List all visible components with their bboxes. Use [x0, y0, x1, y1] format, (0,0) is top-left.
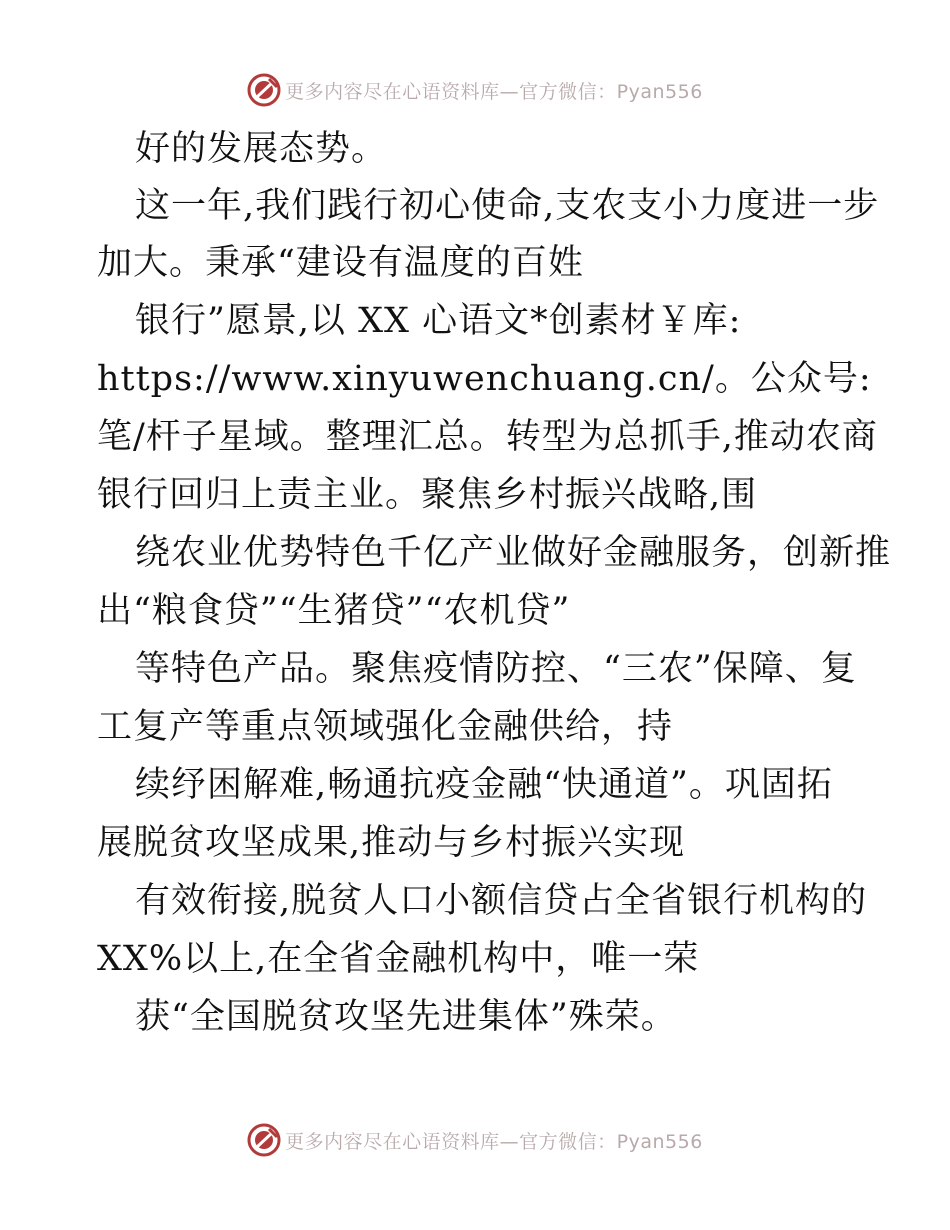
paragraph-line: 加大。秉承“建设有温度的百姓 — [97, 243, 584, 283]
seal-logo-icon — [247, 1123, 281, 1157]
paragraph-line: 等特色产品。聚焦疫情防控、“三农”保障、复 — [135, 649, 857, 689]
paragraph-line: 银行”愿景,以 XX 心语文*创素材￥库: — [135, 301, 742, 341]
footer-banner — [0, 1120, 950, 1160]
paragraph-line: 续纾困解难,畅通抗疫金融“快通道”。巩固拓 — [135, 765, 833, 805]
paragraph-line: https://www.xinyuwenchuang.cn/。公众号: — [97, 359, 872, 399]
header-banner — [0, 70, 950, 110]
paragraph-line: 银行回归上责主业。聚焦乡村振兴战略,围 — [97, 475, 758, 515]
paragraph-line: 有效衔接,脱贫人口小额信贷占全省银行机构的 — [135, 881, 868, 921]
paragraph-line: 展脱贫攻坚成果,推动与乡村振兴实现 — [97, 823, 686, 863]
paragraph-line: XX%以上,在全省金融机构中，唯一荣 — [97, 939, 700, 979]
seal-logo-icon — [247, 73, 281, 107]
paragraph-line: 获“全国脱贫攻坚先进集体”殊荣。 — [135, 997, 677, 1037]
paragraph-line: 笔/杆子星域。整理汇总。转型为总抓手,推动农商 — [97, 417, 878, 457]
header-text: 更多内容尽在心语资料库—官方微信：Pyan556 — [285, 80, 703, 103]
paragraph-line: 这一年,我们践行初心使命,支农支小力度进一步 — [135, 186, 880, 226]
paragraph-line: 绕农业优势特色千亿产业做好金融服务，创新推 — [135, 533, 892, 573]
footer-text: 更多内容尽在心语资料库—官方微信：Pyan556 — [285, 1130, 703, 1153]
paragraph-line: 好的发展态势。 — [135, 129, 388, 169]
paragraph-line: 出“粮食贷”“生猪贷”“农机贷” — [97, 591, 571, 631]
paragraph-line: 工复产等重点领域强化金融供给，持 — [97, 707, 674, 747]
